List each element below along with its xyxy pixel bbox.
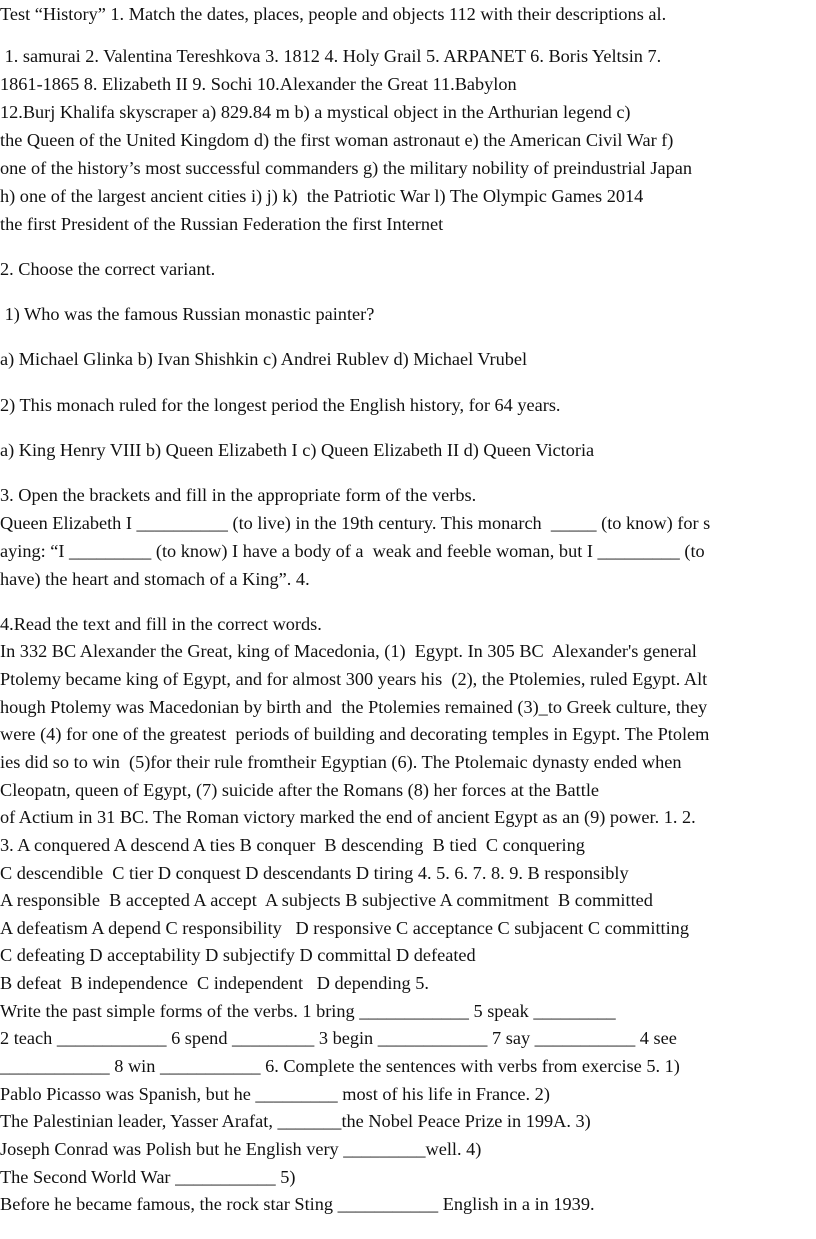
task1-line: 1861-1865 8. Elizabeth II 9. Sochi 10.Alexander the Great 11.Babylon <box>0 74 517 94</box>
task4-line: C defeating D acceptability D subjectify D committal D defeated <box>0 945 476 965</box>
task3-line: aying: “I _________ (to know) I have a body of a weak and feeble woman, but I _________ (to <box>0 541 705 561</box>
task1-line: h) one of the largest ancient cities i) j) k) the Patriotic War l) The Olympic Games 2014 <box>0 186 644 206</box>
task2-question-1: 1) Who was the famous Russian monastic painter? <box>0 304 375 324</box>
task2-options-2: a) King Henry VIII b) Queen Elizabeth I c) Queen Elizabeth II d) Queen Victoria <box>0 440 595 460</box>
task5-line: ____________ 8 win ___________ 6. Complete the sentences with verbs from exercise 5. 1) <box>0 1056 680 1076</box>
task4-line: A responsible B accepted A accept A subjects B subjective A commitment B committed <box>0 890 653 910</box>
task5-line: 2 teach ____________ 6 spend _________ 3 begin ____________ 7 say ___________ 4 see <box>0 1028 677 1048</box>
task1-line: the first President of the Russian Federation the first Internet <box>0 214 444 234</box>
task4-line: Cleopatn, queen of Egypt, (7) suicide after the Romans (8) her forces at the Battle <box>0 780 600 800</box>
task4-line: A defeatism A depend C responsibility D responsive C acceptance C subjacent C committing <box>0 918 689 938</box>
task4-line: In 332 BC Alexander the Great, king of Macedonia, (1) Egypt. In 305 BC Alexander's general <box>0 641 697 661</box>
task3-line: have) the heart and stomach of a King”. 4. <box>0 569 310 589</box>
task6-line: Joseph Conrad was Polish but he English very _________well. 4) <box>0 1139 482 1159</box>
task2-question-2: 2) This monach ruled for the longest period the English history, for 64 years. <box>0 395 561 415</box>
task4-heading: 4.Read the text and fill in the correct words. <box>0 614 322 634</box>
task1-line: 12.Burj Khalifa skyscraper a) 829.84 m b) a mystical object in the Arthurian legend c) <box>0 102 631 122</box>
task2-options-1: a) Michael Glinka b) Ivan Shishkin c) Andrei Rublev d) Michael Vrubel <box>0 349 528 369</box>
task2-heading: 2. Choose the correct variant. <box>0 259 216 279</box>
task1-line: one of the history’s most successful commanders g) the military nobility of preindustrial Japan <box>0 158 693 178</box>
task4-line: were (4) for one of the greatest periods of building and decorating temples in Egypt. The Ptolem <box>0 724 710 744</box>
task6-line: Before he became famous, the rock star Sting ___________ English in a in 1939. <box>0 1194 595 1214</box>
task3-line: Queen Elizabeth I __________ (to live) in the 19th century. This monarch _____ (to know) for s <box>0 513 711 533</box>
task4-line: Ptolemy became king of Egypt, and for almost 300 years his (2), the Ptolemies, ruled Egypt. Alt <box>0 669 708 689</box>
task1-line: the Queen of the United Kingdom d) the first woman astronaut e) the American Civil War f) <box>0 130 674 150</box>
task1-line: 1. samurai 2. Valentina Tereshkova 3. 1812 4. Holy Grail 5. ARPANET 6. Boris Yeltsin 7. <box>0 46 662 66</box>
test-title: Test “History” 1. Match the dates, places, people and objects 112 with their descriptions al. <box>0 4 667 24</box>
task3-heading: 3. Open the brackets and fill in the appropriate form of the verbs. <box>0 485 477 505</box>
task5-line: Write the past simple forms of the verbs. 1 bring ____________ 5 speak _________ <box>0 1001 616 1021</box>
task4-line: of Actium in 31 BC. The Roman victory marked the end of ancient Egypt as an (9) power. 1. 2. <box>0 807 696 827</box>
task4-line: 3. A conquered A descend A ties B conquer B descending B tied C conquering <box>0 835 585 855</box>
task6-line: The Palestinian leader, Yasser Arafat, _______the Nobel Peace Prize in 199A. 3) <box>0 1111 591 1131</box>
task4-line: ies did so to win (5)for their rule fromtheir Egyptian (6). The Ptolemaic dynasty ended when <box>0 752 682 772</box>
task6-line: Pablo Picasso was Spanish, but he _________ most of his life in France. 2) <box>0 1084 550 1104</box>
task4-line: B defeat B independence C independent D depending 5. <box>0 973 429 993</box>
task4-line: C descendible C tier D conquest D descendants D tiring 4. 5. 6. 7. 8. 9. B responsibly <box>0 863 629 883</box>
task4-line: hough Ptolemy was Macedonian by birth and the Ptolemies remained (3)_to Greek culture, they <box>0 697 708 717</box>
task6-line: The Second World War ___________ 5) <box>0 1167 296 1187</box>
